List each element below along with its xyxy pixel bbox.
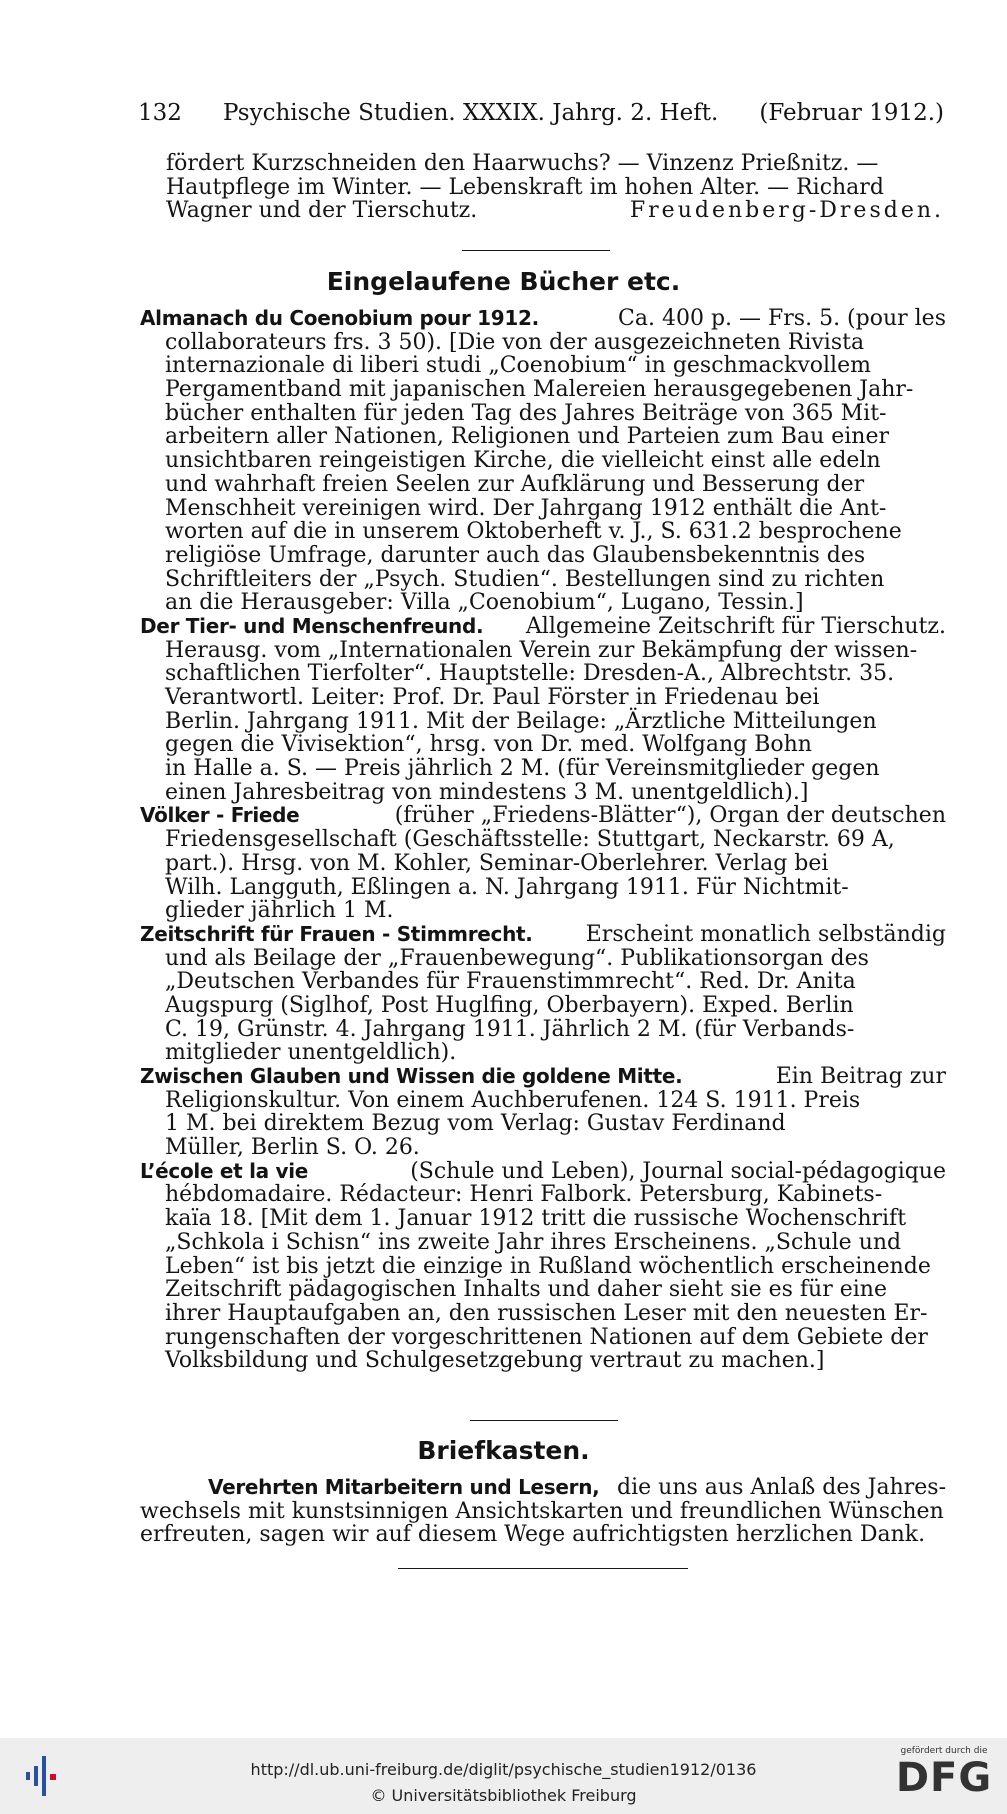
text-line: rungenschaften der vorgeschrittenen Nationen auf dem Gebiete der — [165, 1324, 928, 1350]
text-line: mitglieder unentgeldlich). — [165, 1040, 457, 1066]
text-line: arbeitern aller Nationen, Religionen und Parteien zum Bau einer — [165, 424, 889, 450]
text-line: C. 19, Grünstr. 4. Jahrgang 1911. Jährlich 2 M. (für Verbands- — [165, 1016, 855, 1042]
text-line: Herausg. vom „Internationalen Verein zur Bekämpfung der wissen- — [165, 637, 918, 663]
text-line: fördert Kurzschneiden den Haarwuchs? — Vinzenz Prießnitz. — — [166, 151, 879, 176]
dfg-caption: gefördert durch die — [900, 1746, 988, 1756]
text-line: an die Herausgeber: Villa „Coenobium“, Lugano, Tessin.] — [165, 590, 804, 616]
text-line: „Schkola i Schisn“ ins zweite Jahr ihres Erscheinens. „Schule und — [165, 1229, 902, 1255]
entry-head-line: L’école et la vie (Schule und Leben), Journal social-pédagogique — [140, 1158, 946, 1184]
section-title-books: Eingelaufene Bücher etc. — [326, 267, 681, 296]
entry-head-line: Der Tier- und Menschenfreund. Allgemeine Zeitschrift für Tierschutz. — [140, 613, 946, 639]
books-list — [140, 307, 946, 1373]
text-line: Leben“ ist bis jetzt die einzige in Rußland wöchentlich erscheinende — [165, 1253, 931, 1279]
text-line: in Halle a. S. — Preis jährlich 2 M. (für Vereinsmitglieder gegen — [165, 756, 880, 782]
text-line: internazionale di liberi studi „Coenobium“ in geschmackvollem — [165, 353, 871, 379]
entry-head-line: Almanach du Coenobium pour 1912. Ca. 400 p. — Frs. 5. (pour les — [140, 306, 946, 331]
text-line: unsichtbaren reingeistigen Kirche, die vielleicht einst alle edeln — [165, 448, 881, 474]
entry-title: Zwischen Glauben und Wissen die goldene Mitte. — [140, 1064, 683, 1088]
text-line: Friedensgesellschaft (Geschäftsstelle: Stuttgart, Neckarstr. 69 A, — [165, 827, 895, 853]
source-url[interactable]: http://dl.ub.uni-freiburg.de/diglit/psychische_studien1912/0136 — [250, 1760, 757, 1779]
journal-title: Psychische Studien. XXXIX. Jahrg. 2. Heft. — [222, 100, 719, 126]
text-line: wechsels mit kunstsinnigen Ansichtskarten und freundlichen Wünschen — [140, 1498, 944, 1524]
author-signature: Freudenberg-Dresden. — [629, 198, 944, 224]
entry-title: Zeitschrift für Frauen - Stimmrecht. — [140, 921, 533, 946]
entry-head-line: Zwischen Glauben und Wissen die goldene Mitte. Ein Beitrag zur — [140, 1064, 946, 1089]
issue-date: (Februar 1912.) — [759, 100, 944, 126]
text-line: collaborateurs frs. 3 50). [Die von der ausgezeichneten Rivista — [165, 329, 865, 355]
text-line: Müller, Berlin S. O. 26. — [165, 1135, 420, 1161]
entry-title: Almanach du Coenobium pour 1912. — [140, 306, 539, 330]
dfg-wordmark: DFG — [895, 1755, 993, 1801]
dfg-logo — [891, 1746, 997, 1808]
intro-paragraph — [166, 152, 944, 223]
text-line: Hautpflege im Winter. — Lebenskraft im hohen Alter. — Richard — [166, 174, 884, 200]
text-line: Religionskultur. Von einem Auchberufenen. 124 S. 1911. Preis — [165, 1087, 861, 1113]
text-line: Menschheit vereinigen wird. Der Jahrgang 1912 enthält die Ant- — [165, 495, 887, 521]
text-line: und wahrhaft freien Seelen zur Aufklärung und Besserung der — [165, 471, 865, 497]
text-line: Zeitschrift pädagogischen Inhalts und daher sieht sie es für eine — [165, 1277, 887, 1303]
copyright-notice: © Universitätsbibliothek Freiburg — [370, 1786, 637, 1805]
entry-head-line: Zeitschrift für Frauen - Stimmrecht. Erscheint monatlich selbständig — [140, 921, 946, 947]
text-line: 1 M. bei direktem Bezug vom Verlag: Gustav Ferdinand — [165, 1111, 786, 1137]
footer-bar — [0, 1738, 1007, 1814]
letterbox-salutation: Verehrten Mitarbeitern und Lesern, — [208, 1475, 600, 1499]
text-line: Pergamentband mit japanischen Malereien herausgegebenen Jahr- — [165, 377, 914, 403]
text-line: Berlin. Jahrgang 1911. Mit der Beilage: „Ärztliche Mitteilungen — [165, 708, 877, 734]
text-line: part.). Hrsg. von M. Kohler, Seminar-Oberlehrer. Verlag bei — [165, 850, 829, 876]
text-line: religiöse Umfrage, darunter auch das Glaubensbekenntnis des — [165, 542, 866, 568]
divider — [462, 250, 610, 251]
letterbox-paragraph — [140, 1476, 946, 1547]
section-title-letterbox: Briefkasten. — [417, 1436, 590, 1465]
text-line: Schriftleiters der „Psych. Studien“. Bestellungen sind zu richten — [165, 566, 885, 592]
entry-title: L’école et la vie — [140, 1158, 309, 1183]
text-line: hébdomadaire. Rédacteur: Henri Falbork. Petersburg, Kabinets- — [165, 1182, 883, 1208]
entry-title: Der Tier- und Menschenfreund. — [140, 613, 484, 638]
text-line: bücher enthalten für jeden Tag des Jahres Beiträge von 365 Mit- — [165, 400, 887, 426]
entry-title: Völker - Friede — [140, 803, 300, 828]
text-line: Verantwortl. Leiter: Prof. Dr. Paul Förster in Friedenau bei — [165, 685, 820, 710]
text-line: ihrer Hauptaufgaben an, den russischen Leser mit den neuesten Er- — [165, 1300, 928, 1326]
text-line: Volksbildung und Schulgesetzgebung vertraut zu machen.] — [165, 1348, 825, 1374]
text-line: und als Beilage der „Frauenbewegung“. Publikationsorgan des — [165, 945, 869, 971]
entry-head-line: Verehrten Mitarbeitern und Lesern, die uns aus Anlaß des Jahres- — [208, 1475, 946, 1500]
page-number: 132 — [138, 100, 182, 126]
text-line: Wilh. Langguth, Eßlingen a. N. Jahrgang 1911. Für Nichtmit- — [165, 874, 849, 900]
text-line: glieder jährlich 1 M. — [165, 898, 394, 924]
running-header — [138, 100, 944, 126]
text-line: worten auf die in unserem Oktoberheft v. J., S. 631.2 besprochene — [165, 519, 902, 545]
end-divider — [398, 1568, 688, 1569]
text-line: „Deutschen Verbandes für Frauenstimmrecht“. Red. Dr. Anita — [165, 969, 856, 995]
text-line: Wagner und der Tierschutz. Freudenberg-Dresden. — [166, 198, 944, 224]
text-line: Augspurg (Siglhof, Post Huglfing, Oberbayern). Exped. Berlin — [165, 992, 854, 1018]
text-line: erfreuten, sagen wir auf diesem Wege aufrichtigsten herzlichen Dank. — [140, 1522, 926, 1548]
divider — [470, 1420, 618, 1421]
text-line: kaïa 18. [Mit dem 1. Januar 1912 tritt die russische Wochenschrift — [165, 1206, 907, 1232]
entry-head-line: Völker - Friede (früher „Friedens-Blätter“), Organ der deutschen — [140, 803, 946, 829]
text-line: einen Jahresbeitrag von mindestens 3 M. unentgeldlich).] — [165, 779, 809, 805]
text-line: gegen die Vivisektion“, hrsg. von Dr. med. Wolfgang Bohn — [165, 732, 812, 758]
text-line: schaftlichen Tierfolter“. Hauptstelle: Dresden-A., Albrechtstr. 35. — [165, 661, 895, 687]
